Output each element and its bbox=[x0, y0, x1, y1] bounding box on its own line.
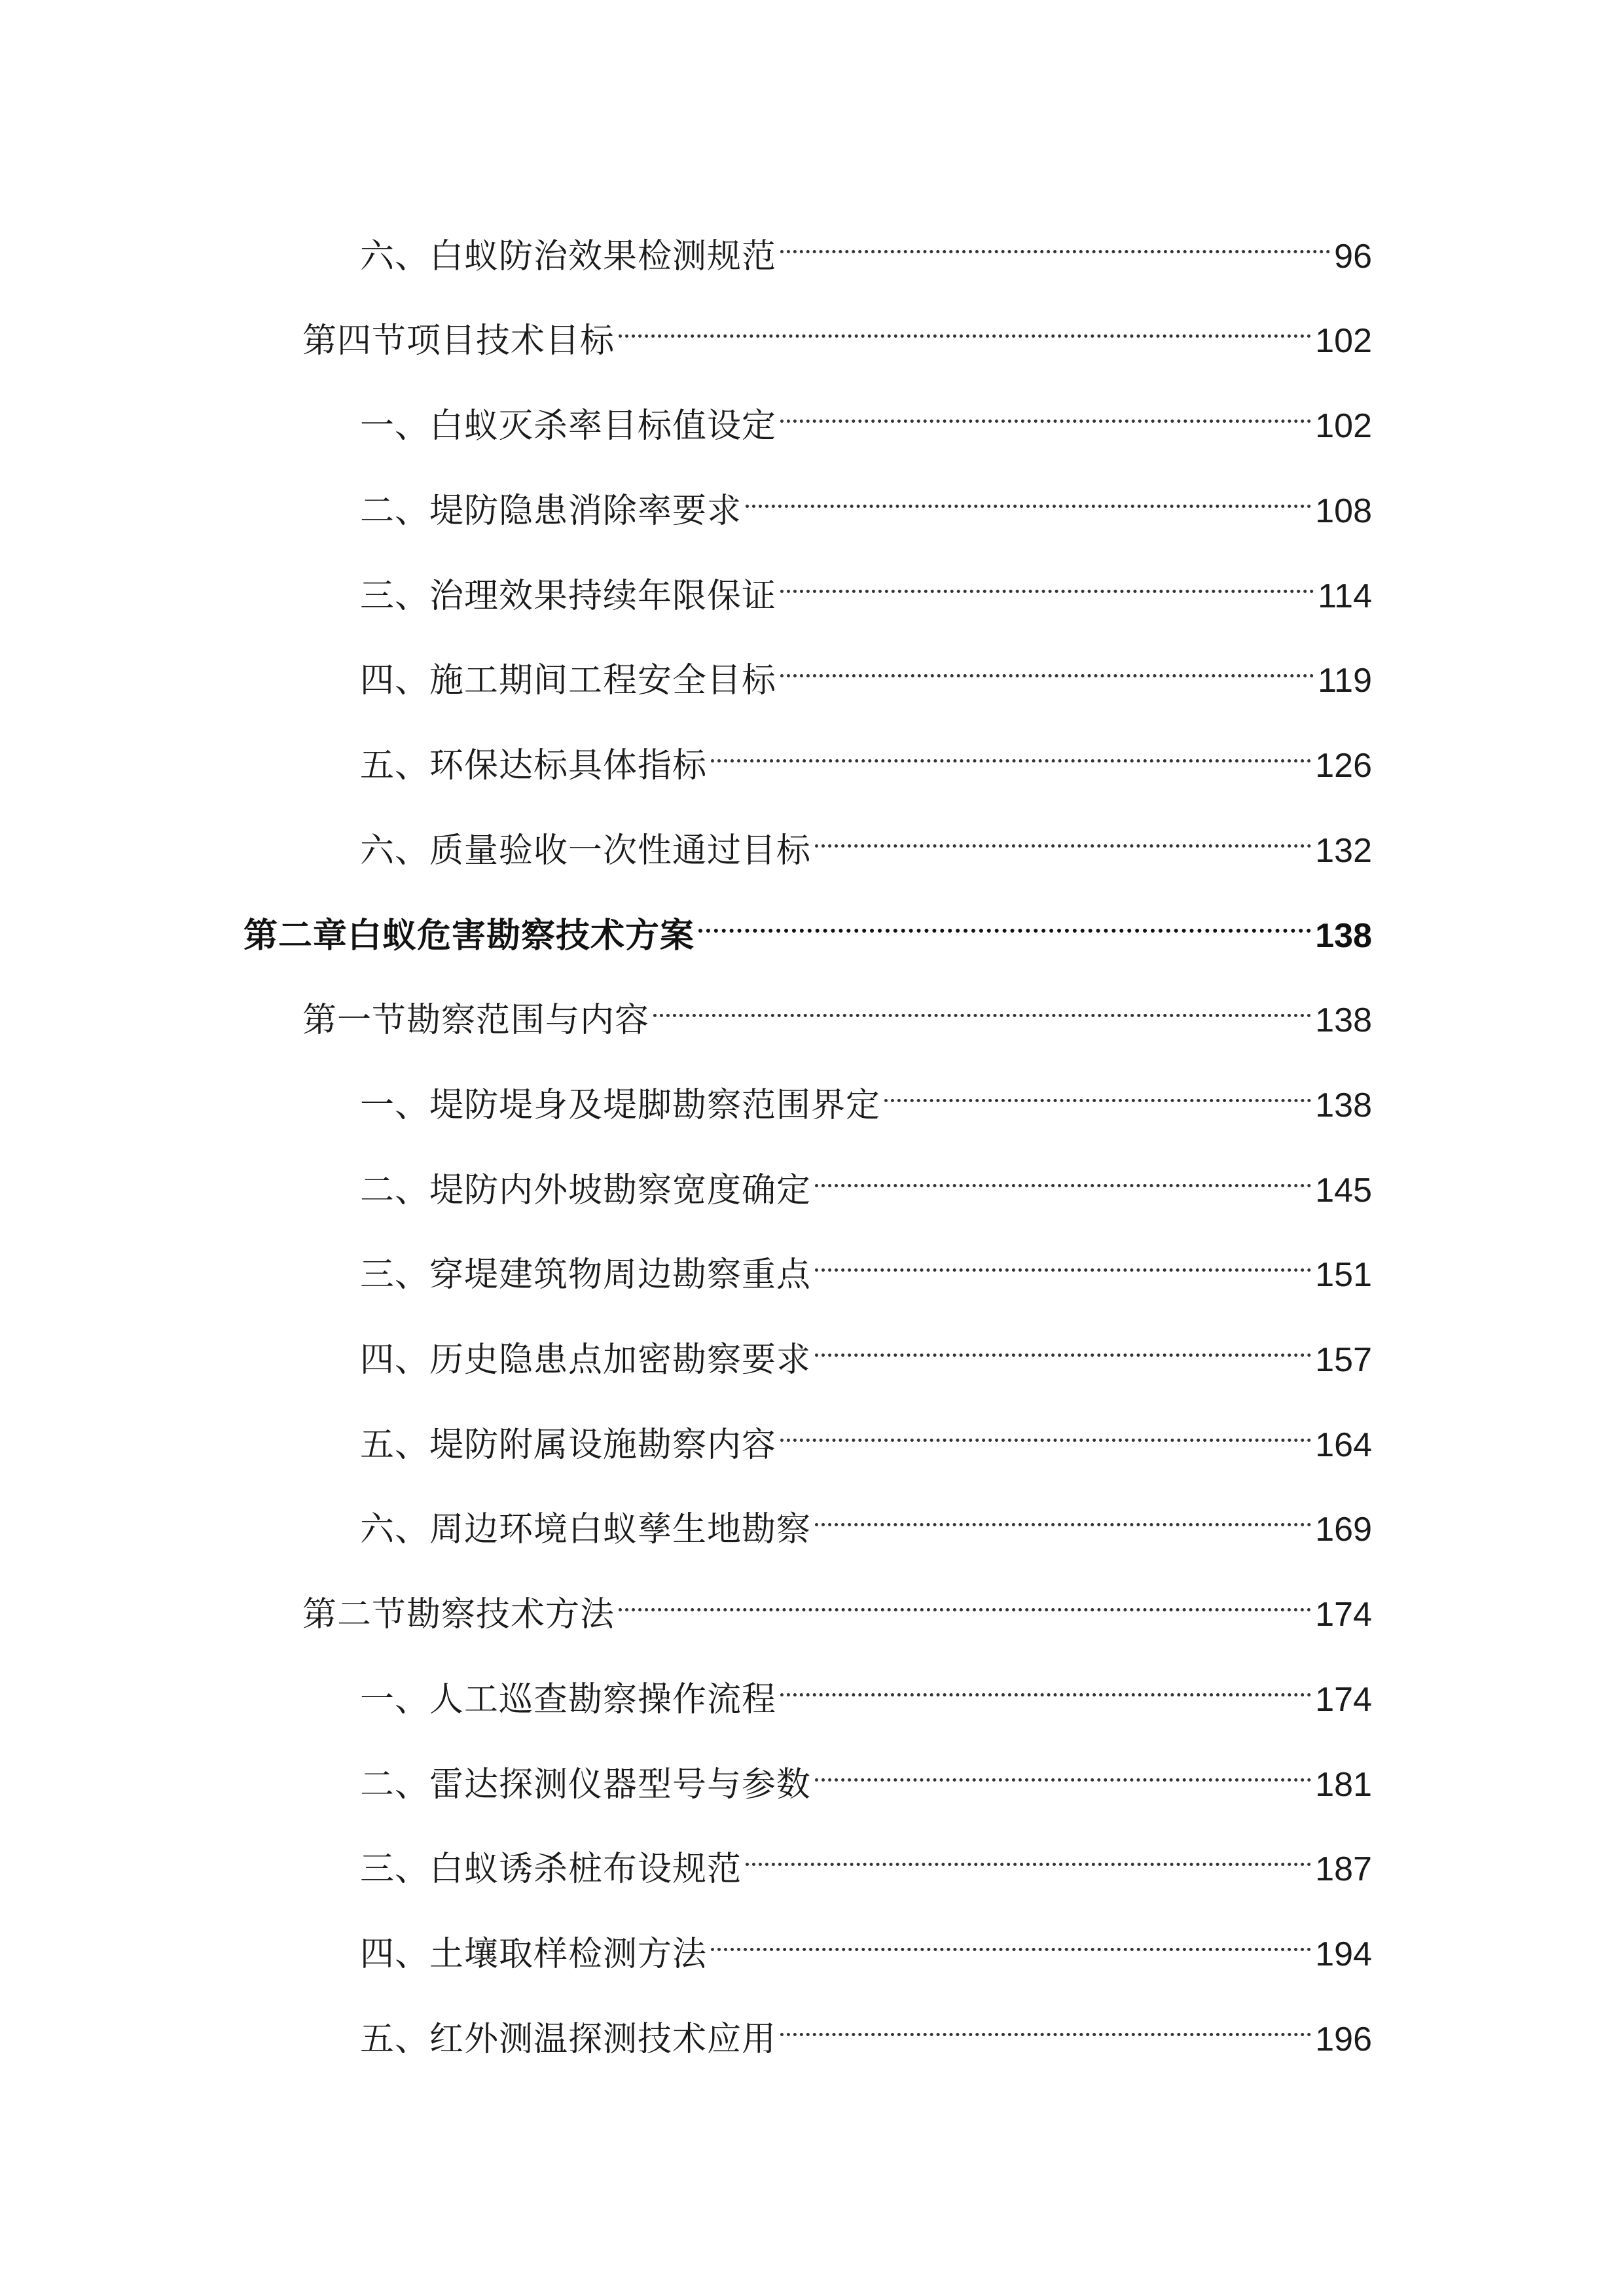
toc-entry-page: 138 bbox=[1315, 1001, 1372, 1039]
toc-leader-dots bbox=[711, 725, 1311, 777]
toc-entry-title: 二、雷达探测仪器型号与参数 bbox=[360, 1765, 812, 1804]
toc-entry-title: 二、堤防隐患消除率要求 bbox=[360, 492, 742, 531]
toc-leader-dots bbox=[653, 979, 1311, 1031]
toc-leader-dots bbox=[780, 1404, 1311, 1456]
toc-entry-page: 151 bbox=[1315, 1256, 1372, 1294]
toc-leader-dots bbox=[698, 895, 1311, 947]
toc-entry-title: 六、质量验收一次性通过目标 bbox=[360, 831, 812, 870]
toc-entry-page: 194 bbox=[1315, 1935, 1372, 1973]
toc-leader-dots bbox=[711, 1913, 1311, 1965]
toc-entry-page: 169 bbox=[1315, 1511, 1372, 1549]
toc-leader-dots bbox=[815, 1234, 1311, 1286]
toc-leader-dots bbox=[815, 810, 1311, 862]
toc-entry-page: 108 bbox=[1315, 492, 1372, 530]
toc-leader-dots bbox=[746, 1828, 1311, 1880]
toc-entry-title: 四、土壤取样检测方法 bbox=[360, 1935, 708, 1974]
toc-entry-page: 196 bbox=[1315, 2020, 1372, 2058]
toc-entry-title: 第四节项目技术目标 bbox=[302, 321, 615, 361]
toc-leader-dots bbox=[780, 1998, 1311, 2051]
toc-entry-title: 一、堤防堤身及堤脚勘察范围界定 bbox=[360, 1086, 881, 1125]
toc-entry[interactable] bbox=[302, 300, 1372, 361]
toc-entry[interactable] bbox=[360, 1234, 1372, 1295]
toc-entry-page: 164 bbox=[1315, 1426, 1372, 1464]
toc-entry-page: 138 bbox=[1315, 1086, 1372, 1124]
toc-entry-page: 138 bbox=[1315, 917, 1372, 955]
toc-entry[interactable] bbox=[360, 1913, 1372, 1974]
toc-entry-page: 157 bbox=[1315, 1341, 1372, 1379]
toc-entry[interactable] bbox=[360, 1488, 1372, 1549]
toc-entry-title: 四、历史隐患点加密勘察要求 bbox=[360, 1340, 812, 1380]
toc-entry[interactable] bbox=[360, 385, 1372, 446]
toc-leader-dots bbox=[746, 470, 1311, 522]
toc-entry[interactable] bbox=[360, 555, 1372, 616]
toc-entry-page: 132 bbox=[1315, 832, 1372, 870]
toc-entry-title: 三、穿堤建筑物周边勘察重点 bbox=[360, 1255, 812, 1295]
toc-leader-dots bbox=[780, 215, 1330, 268]
toc-leader-dots bbox=[815, 1319, 1311, 1371]
toc-leader-dots bbox=[619, 300, 1311, 352]
toc-entry-title: 三、治理效果持续年限保证 bbox=[360, 577, 777, 616]
toc-entry[interactable] bbox=[302, 1573, 1372, 1634]
toc-leader-dots bbox=[815, 1744, 1311, 1796]
toc-entry-page: 145 bbox=[1315, 1172, 1372, 1210]
toc-leader-dots bbox=[815, 1488, 1311, 1541]
toc-entry-page: 174 bbox=[1315, 1681, 1372, 1719]
toc-entry[interactable] bbox=[360, 639, 1372, 700]
toc-entry[interactable] bbox=[360, 1064, 1372, 1125]
toc-entry-page: 114 bbox=[1318, 577, 1372, 615]
toc-entry-page: 126 bbox=[1315, 747, 1372, 785]
toc-entry-page: 102 bbox=[1315, 322, 1372, 360]
toc-entry[interactable] bbox=[360, 1149, 1372, 1210]
toc-entry-title: 第二节勘察技术方法 bbox=[302, 1595, 615, 1634]
toc-entry-title: 六、周边环境白蚁孳生地勘察 bbox=[360, 1510, 812, 1549]
toc-chapter-entry[interactable] bbox=[244, 895, 1372, 956]
toc-entry[interactable] bbox=[360, 470, 1372, 531]
toc-entry[interactable] bbox=[360, 1404, 1372, 1465]
toc-entry-title: 第二章白蚁危害勘察技术方案 bbox=[244, 916, 695, 956]
toc-entry-page: 181 bbox=[1315, 1766, 1372, 1804]
toc-leader-dots bbox=[780, 639, 1314, 692]
toc-entry-title: 一、人工巡查勘察操作流程 bbox=[360, 1680, 777, 1719]
toc-entry-title: 第一节勘察范围与内容 bbox=[302, 1001, 650, 1040]
toc-entry-title: 六、白蚁防治效果检测规范 bbox=[360, 237, 777, 276]
toc-entry-title: 四、施工期间工程安全目标 bbox=[360, 661, 777, 700]
toc-leader-dots bbox=[780, 555, 1314, 607]
toc-entry-title: 三、白蚁诱杀桩布设规范 bbox=[360, 1850, 742, 1889]
toc-entry[interactable] bbox=[360, 810, 1372, 870]
toc-entry[interactable] bbox=[360, 1659, 1372, 1719]
toc-entry[interactable] bbox=[360, 1744, 1372, 1804]
toc-entry-page: 174 bbox=[1315, 1596, 1372, 1634]
toc-entry-page: 119 bbox=[1318, 662, 1372, 700]
toc-entry-page: 102 bbox=[1315, 407, 1372, 445]
toc-leader-dots bbox=[619, 1573, 1311, 1626]
toc-entry-title: 五、红外测温探测技术应用 bbox=[360, 2020, 777, 2059]
toc-entry-title: 五、堤防附属设施勘察内容 bbox=[360, 1426, 777, 1465]
toc-leader-dots bbox=[780, 385, 1311, 437]
toc-entry-title: 五、环保达标具体指标 bbox=[360, 746, 708, 785]
toc-entry-page: 96 bbox=[1334, 238, 1372, 276]
toc-leader-dots bbox=[815, 1149, 1311, 1202]
toc-entry[interactable] bbox=[302, 979, 1372, 1040]
toc-leader-dots bbox=[780, 1659, 1311, 1711]
toc-entry[interactable] bbox=[360, 215, 1372, 276]
toc-entry-title: 一、白蚁灭杀率目标值设定 bbox=[360, 406, 777, 446]
toc-entry-title: 二、堤防内外坡勘察宽度确定 bbox=[360, 1171, 812, 1210]
toc-entry[interactable] bbox=[360, 725, 1372, 785]
toc-entry[interactable] bbox=[360, 1319, 1372, 1380]
toc-entry-page: 187 bbox=[1315, 1850, 1372, 1888]
toc-entry[interactable] bbox=[360, 1828, 1372, 1889]
toc-leader-dots bbox=[884, 1064, 1311, 1117]
toc-entry[interactable] bbox=[360, 1998, 1372, 2059]
